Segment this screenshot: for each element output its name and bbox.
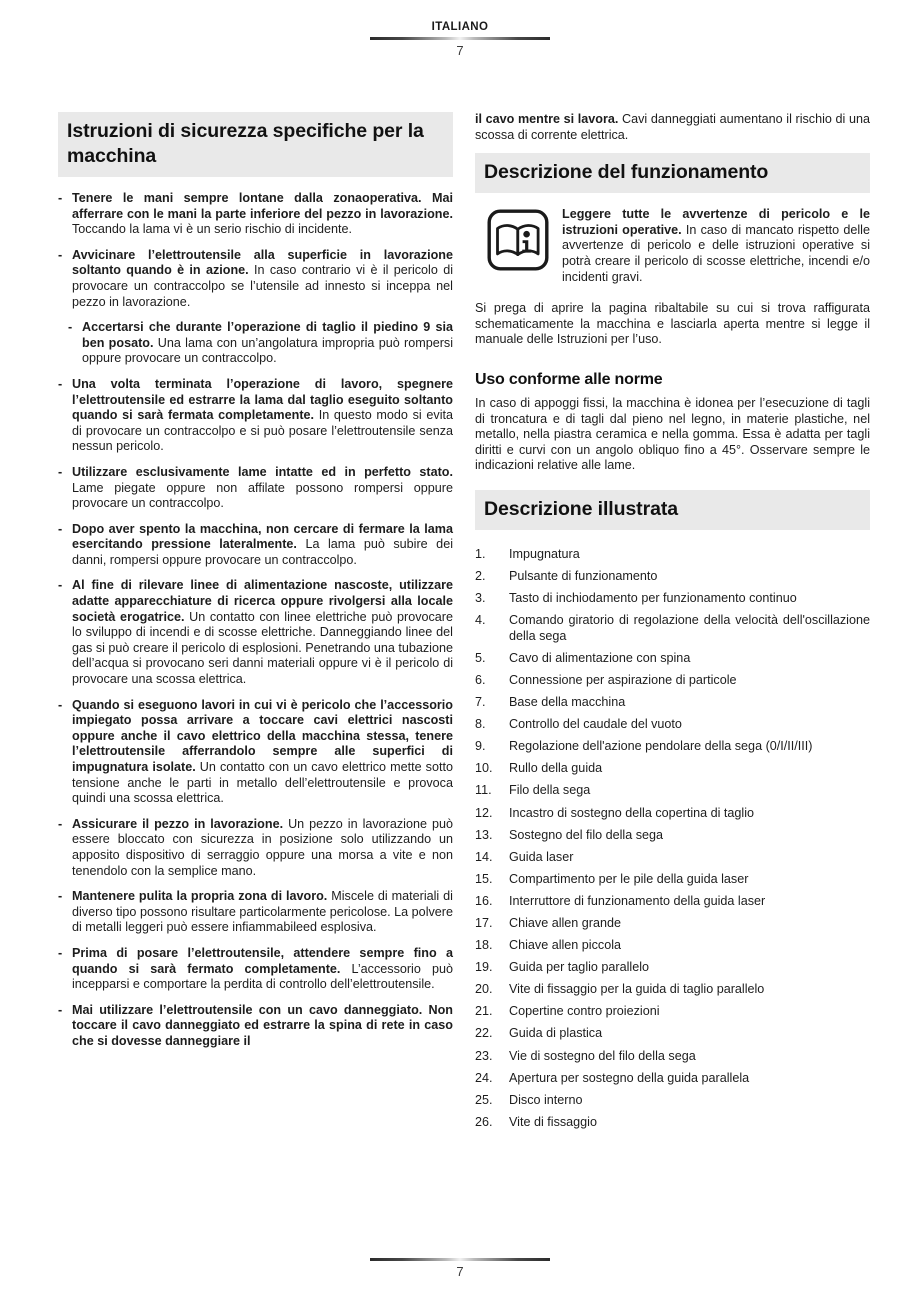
part-list-item	[475, 717, 870, 733]
bullet-body-text: Un pezzo in lavorazione può essere bloccato con sicurezza in posizione solo utilizzando un apposito dispositivo di serraggio oppure una morsa a vite e non tenendolo con la semplice mano.	[72, 816, 453, 878]
part-number: 15.	[475, 871, 493, 886]
header-page-number: 7	[456, 43, 464, 58]
part-number: 2.	[475, 569, 486, 583]
bullet-bold-lead: Prima di posare l’elettroutensile, attendere sempre fino a quando si sarà fermato completamente.	[72, 945, 453, 976]
bullet-dash: -	[58, 376, 63, 391]
two-column-layout	[58, 112, 870, 1137]
part-number: 13.	[475, 827, 493, 842]
part-number: 9.	[475, 739, 486, 754]
bullet-dash: -	[58, 578, 63, 593]
part-label: Sostegno del filo della sega	[509, 827, 664, 842]
bullet-dash: -	[58, 816, 63, 831]
bullet-body-text: Un contatto con linee elettriche può provocare lo sviluppo di incendi e di scosse elettriche. Danneggiando linee del gas si può creare il pericolo di esplosioni. Penetrando una tubazione dell’acqua si provocano seri danni materiali oppure vi è il pericolo di provocare una scossa elettrica.	[72, 609, 454, 687]
part-list-item	[475, 806, 870, 822]
part-list-item	[475, 872, 870, 888]
bullet-dash: -	[58, 945, 63, 960]
part-label: Pulsante di funzionamento	[509, 569, 658, 583]
part-label: Cavo di alimentazione con spina	[509, 650, 691, 665]
part-label: Rullo della guida	[509, 761, 603, 776]
uso-conforme-text: In caso di appoggi fissi, la macchina è idonea per l’esecuzione di tagli di troncatura e di tagli dal pieno nel legno, in materie plastiche, nel metallo, nella piastra ceramica e nella gomma. Essa è adatta per tagli diritti e curvi con un angolo obliquo fino a 45°. Osservare sempre le indicazioni relative alle lame.	[475, 395, 870, 473]
left-column	[58, 112, 453, 1137]
safety-bullet-list	[58, 191, 453, 1050]
part-label: Chiave allen piccola	[509, 938, 622, 953]
part-number: 10.	[475, 761, 493, 776]
part-number: 21.	[475, 1004, 493, 1019]
bullet-bold-lead: Avvicinare l’elettroutensile alla superficie in lavorazione soltanto quando è in azione.	[72, 247, 453, 278]
safety-bullet-item	[58, 946, 453, 993]
part-list-item	[475, 938, 870, 954]
warning-text	[562, 207, 870, 285]
safety-bullet-item	[58, 817, 453, 879]
warning-bold-lead: Leggere tutte le avvertenze di pericolo e le istruzioni operative.	[562, 207, 870, 237]
safety-bullet-item	[58, 522, 453, 569]
part-label: Vie di sostegno del filo della sega	[509, 1048, 696, 1063]
part-label: Base della macchina	[509, 695, 626, 710]
part-list-item	[475, 783, 870, 799]
bullet-dash: -	[58, 889, 63, 904]
bullet-body-text: Toccando la lama vi è un serio rischio di incidente.	[72, 222, 353, 237]
part-number: 20.	[475, 982, 493, 997]
right-column	[475, 112, 870, 1137]
part-number: 6.	[475, 672, 486, 687]
part-number: 16.	[475, 893, 493, 908]
part-list-item	[475, 916, 870, 932]
bullet-bold-lead: Al fine di rilevare linee di alimentazione nascoste, utilizzare adatte apparecchiature di ricerca oppure rivolgersi alla locale società erogatrice.	[72, 578, 453, 624]
bullet-bold-lead: Mai utilizzare l’elettroutensile con un cavo danneggiato. Non toccare il cavo danneggiato ed estrarre la spina di rete in caso che si dovesse danneggiare il	[72, 1002, 453, 1048]
part-label: Vite di fissaggio per la guida di taglio parallelo	[509, 982, 765, 997]
part-label: Filo della sega	[509, 783, 591, 798]
heading-uso-conforme: Uso conforme alle norme	[475, 370, 663, 388]
part-number: 4.	[475, 613, 486, 628]
part-list-item	[475, 591, 870, 607]
warning-rest: In caso di mancato rispetto delle avvertenze di pericolo e delle istruzioni operative si potrà creare il pericolo di scosse elettriche, incendi e/o incidenti gravi.	[562, 222, 870, 284]
part-list-item	[475, 547, 870, 563]
part-number: 14.	[475, 849, 493, 864]
heading-descrizione-illustrata: Descrizione illustrata	[475, 490, 870, 530]
part-number: 19.	[475, 960, 493, 975]
header-rule	[370, 37, 550, 40]
bullet-body-text: In caso contrario vi è il pericolo di provocare un contraccolpo se l’utensile ad innesto si inceppa nel pezzo in lavorazione.	[72, 263, 453, 309]
footer-rule	[370, 1258, 550, 1261]
part-label: Copertine contro proiezioni	[509, 1004, 660, 1019]
bullet-dash: -	[58, 521, 63, 536]
part-number: 11.	[475, 783, 492, 798]
part-label: Regolazione dell'azione pendolare della sega (0/I/II/III)	[509, 739, 813, 754]
part-list-item	[475, 739, 870, 755]
continuation-bold-lead: il cavo mentre si lavora.	[475, 112, 619, 126]
safety-bullet-item	[58, 191, 453, 238]
part-number: 23.	[475, 1048, 493, 1063]
bullet-body-text: In questo modo si evita di provocare un contraccolpo e si può posare l’elettroutensile senza nessun pericolo.	[72, 408, 453, 454]
part-label: Incastro di sostegno della copertina di taglio	[509, 805, 755, 820]
part-label: Comando giratorio di regolazione della velocità dell'oscillazione della sega	[509, 613, 870, 643]
part-label: Vite di fissaggio	[509, 1114, 597, 1129]
parts-numbered-list	[475, 547, 870, 1131]
bullet-bold-lead: Tenere le mani sempre lontane dalla zonaoperativa. Mai afferrare con le mani la parte inferiore del pezzo in lavorazione.	[72, 191, 453, 221]
warning-block	[475, 207, 870, 285]
safety-bullet-item	[58, 320, 453, 367]
part-number: 26.	[475, 1114, 493, 1129]
part-list-item	[475, 651, 870, 667]
bullet-bold-lead: Dopo aver spento la macchina, non cercare di fermare la lama esercitando pressione lateralmente.	[72, 521, 453, 552]
part-list-item	[475, 828, 870, 844]
safety-bullet-item	[58, 578, 453, 687]
part-list-item	[475, 894, 870, 910]
continuation-rest: Cavi danneggiati aumentano il rischio di una scossa di corrente elettrica.	[475, 112, 870, 142]
running-header	[0, 20, 920, 58]
part-list-item	[475, 1026, 870, 1042]
safety-bullet-item	[58, 889, 453, 936]
part-list-item	[475, 982, 870, 998]
part-label: Guida laser	[509, 849, 574, 864]
bullet-body-text: Lame piegate oppure non affilate possono rompersi oppure provocare un contraccolpo.	[72, 480, 453, 511]
heading-safety-instructions: Istruzioni di sicurezza specifiche per la macchina	[58, 112, 453, 177]
part-number: 22.	[475, 1026, 493, 1041]
part-label: Controllo del caudale del vuoto	[509, 717, 682, 732]
part-label: Chiave allen grande	[509, 916, 622, 930]
bullet-dash: -	[58, 191, 63, 205]
safety-bullet-item	[58, 698, 453, 807]
safety-bullet-item	[58, 248, 453, 310]
part-number: 3.	[475, 591, 486, 606]
bullet-body-text: L’accessorio può incepparsi e comportare la perdita di controllo dell’elettroutensile.	[72, 961, 453, 992]
part-number: 12.	[475, 805, 493, 820]
part-label: Guida di plastica	[509, 1026, 603, 1041]
part-label: Guida per taglio parallelo	[509, 960, 650, 975]
bullet-body-text: Una lama con un’angolatura impropria può rompersi oppure provocare un contraccolpo.	[82, 335, 454, 366]
continuation-paragraph	[475, 112, 870, 143]
bullet-dash: -	[58, 1002, 63, 1017]
part-label: Disco interno	[509, 1092, 583, 1107]
part-label: Impugnatura	[509, 546, 580, 561]
part-number: 25.	[475, 1092, 493, 1107]
part-list-item	[475, 850, 870, 866]
bullet-body-text: La lama può subire dei danni, rompersi oppure provocare un contraccolpo.	[72, 537, 453, 567]
part-list-item	[475, 613, 870, 644]
part-number: 1.	[475, 546, 486, 561]
part-label: Connessione per aspirazione di particole	[509, 672, 737, 687]
bullet-dash: -	[58, 697, 63, 712]
part-label: Apertura per sostegno della guida parallela	[509, 1070, 750, 1085]
part-number: 8.	[475, 717, 486, 732]
bullet-bold-lead: Quando si eseguono lavori in cui vi è pericolo che l’accessorio impiegato possa arrivare a toccare cavi elettrici nascosti oppure anche il cavo elettrico della macchina stessa, tenere l’elettroutensile afferrandolo sempre alle superfici di impugnatura isolate.	[72, 697, 453, 774]
bullet-dash: -	[58, 464, 63, 479]
part-list-item	[475, 1093, 870, 1109]
part-label: Compartimento per le pile della guida laser	[509, 871, 749, 886]
part-list-item	[475, 960, 870, 976]
part-number: 18.	[475, 938, 493, 953]
manual-book-info-icon	[487, 209, 549, 271]
safety-bullet-item	[58, 377, 453, 455]
safety-bullet-item	[58, 1003, 453, 1050]
safety-bullet-item	[58, 465, 453, 512]
part-list-item	[475, 1049, 870, 1065]
bullet-dash: -	[68, 320, 73, 335]
foldout-note: Si prega di aprire la pagina ribaltabile su cui si trova raffigurata schematicamente la macchina e lasciarla aperta mentre si legge il manuale delle Istruzioni per l’uso.	[475, 301, 870, 347]
part-list-item	[475, 1004, 870, 1020]
bullet-bold-lead: Mantenere pulita la propria zona di lavoro.	[72, 889, 328, 904]
bullet-body-text: Un contatto con un cavo elettrico mette sotto tensione anche le parti in metallo dell’elettroutensile e provoca quindi una scossa elettrica.	[72, 760, 453, 806]
footer-page-number: 7	[456, 1264, 464, 1279]
bullet-bold-lead: Una volta terminata l’operazione di lavoro, spegnere l’elettroutensile ed estrarre la lama dal taglio eseguito soltanto quando si sarà fermata completamente.	[72, 376, 453, 423]
bullet-body-text: Miscele di materiali di diverso tipo possono risultare particolarmente pericolose. La polvere di metalli leggeri può essere infiammabileed esplosiva.	[72, 889, 453, 935]
part-number: 17.	[475, 916, 493, 930]
part-label: Interruttore di funzionamento della guida laser	[509, 893, 766, 908]
heading-descrizione-funzionamento: Descrizione del funzionamento	[475, 153, 870, 193]
part-number: 24.	[475, 1070, 493, 1085]
part-list-item	[475, 1071, 870, 1087]
part-list-item	[475, 695, 870, 711]
bullet-dash: -	[58, 247, 63, 262]
language-label: ITALIANO	[431, 21, 489, 33]
part-list-item	[475, 1115, 870, 1131]
bullet-bold-lead: Utilizzare esclusivamente lame intatte ed in perfetto stato.	[72, 464, 453, 479]
part-label: Tasto di inchiodamento per funzionamento continuo	[509, 591, 797, 606]
part-number: 7.	[475, 695, 486, 710]
part-number: 5.	[475, 650, 486, 665]
part-list-item	[475, 673, 870, 689]
part-list-item	[475, 569, 870, 585]
part-list-item	[475, 761, 870, 777]
bullet-bold-lead: Accertarsi che durante l’operazione di taglio il piedino 9 sia ben posato.	[82, 320, 453, 350]
bullet-bold-lead: Assicurare il pezzo in lavorazione.	[72, 816, 284, 831]
page-footer	[0, 1255, 920, 1279]
